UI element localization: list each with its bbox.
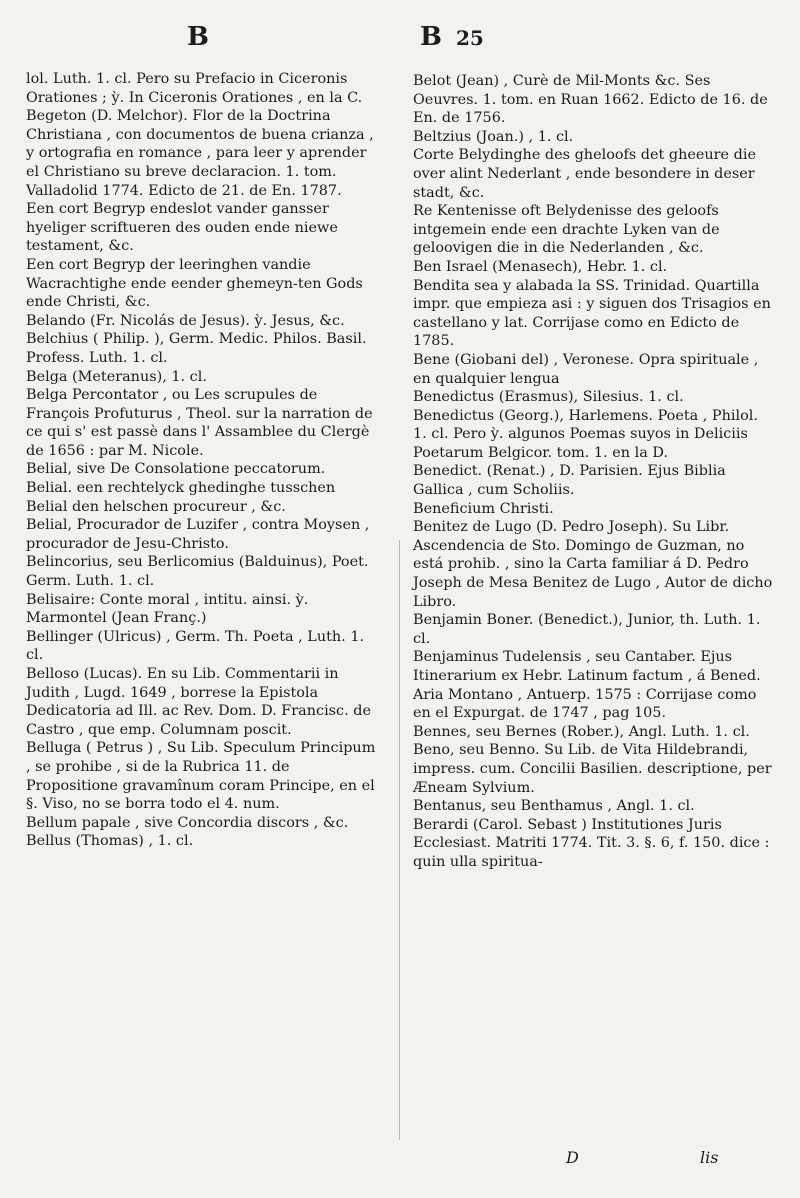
entry: Belot (Jean) , Curè de Mil-Monts &c. Ses Oeuvres. 1. tom. en Ruan 1662. Edicto de 16. de En. de 1756. <box>413 73 768 127</box>
entry: Beltzius (Joan.) , 1. cl. <box>413 128 574 145</box>
entry: Benedict. (Renat.) , D. Parisien. Ejus Biblia Gallica , cum Scholiis. <box>413 463 726 499</box>
entry: Bellinger (Ulricus) , Germ. Th. Poeta , Luth. 1. cl. <box>26 628 365 664</box>
column-divider <box>399 540 400 1140</box>
page-header <box>0 22 800 62</box>
entry: Benedictus (Georg.), Harlemens. Poeta , Philol. 1. cl. Pero ỳ. algunos Poemas suyos in Deliciis Poetarum Belgicor. tom. 1. en la D. <box>413 407 758 461</box>
entry: Bellum papale , sive Concordia discors , &c. <box>26 814 349 831</box>
entry: Bennes, seu Bernes (Rober.), Angl. Luth. 1. cl. <box>413 723 750 740</box>
entry: Benjamin Boner. (Benedict.), Junior, th. Luth. 1. cl. <box>413 612 761 647</box>
entry: Bendita sea y alabada la SS. Trinidad. Quartilla impr. que empieza asi : y siguen dos Trisagios en castellano y lat. Corrijase como en Edicto de 1785. <box>413 277 771 350</box>
entry: Bene (Giobani del) , Veronese. Opra spirituale , en qualquier lengua <box>413 351 759 387</box>
entry: Belial. een rechtelyck ghedinghe tusschen Belial den helschen procureur , &c. <box>26 480 336 515</box>
entry: Benitez de Lugo (D. Pedro Joseph). Su Libr. Ascendencia de Sto. Domingo de Guzman, no está prohib. , sino la Carta familiar á D. Pedro Joseph de Mesa Benitez de Lugo , Autor de dicho Libro. <box>413 519 773 610</box>
entry: Benjaminus Tudelensis , seu Cantaber. Ejus Itinerarium ex Hebr. Latinum factum , á Bened. Aria Montano , Antuerp. 1575 : Corrijase como en el Expurgat. de 1747 , pag 105. <box>413 649 761 722</box>
entry: Belial, Procurador de Luzifer , contra Moysen , procurador de Jesu-Christo. <box>26 517 370 552</box>
entry: Belando (Fr. Nicolás de Jesus). ỳ. Jesus, &c. <box>26 312 345 329</box>
entry: Berardi (Carol. Sebast ) Institutiones Juris Ecclesiast. Matriti 1774. Tit. 3. §. 6, f. 150. dice : quin ulla spiritua- <box>413 816 770 870</box>
entry: Belchius ( Philip. ), Germ. Medic. Philos. Basil. Profess. Luth. 1. cl. <box>26 331 367 366</box>
entry: Bellus (Thomas) , 1. cl. <box>26 833 194 850</box>
entry: lol. Luth. 1. cl. Pero su Prefacio in Ciceronis Orationes ; ỳ. In Ciceronis Orationes , en la C. <box>26 71 363 106</box>
entry: Begeton (D. Melchor). Flor de la Doctrina Christiana , con documentos de buena crianza , y ortografia en romance , para leer y aprender el Christiano su breve declaracion. 1. tom. Valladolid 1774. Edicto de 21. de En. 1787. <box>26 108 374 199</box>
entry: Beneficium Christi. <box>413 500 554 517</box>
entry: Belloso (Lucas). En su Lib. Commentarii in Judith , Lugd. 1649 , borrese la Epistola Dedicatoria ad Ill. ac Rev. Dom. D. Francisc. de Castro , que emp. Columnam poscit. <box>26 666 371 738</box>
entry: Belial, sive De Consolatione peccatorum. <box>26 461 326 478</box>
page-number: 25 <box>456 26 484 50</box>
entry: Corte Belydinghe des gheloofs det gheeure die over alint Nederlant , ende besondere in deser stadt, &c. <box>413 147 756 201</box>
entry: Bentanus, seu Benthamus , Angl. 1. cl. <box>413 798 695 815</box>
entry: Ben Israel (Menasech), Hebr. 1. cl. <box>413 258 668 275</box>
left-column <box>26 70 378 851</box>
entry: Belga Percontator , ou Les scrupules de François Profuturus , Theol. sur la narration de ce qui s' est passè dans l' Assamblee du Clergè de 1656 : par M. Nicole. <box>26 387 373 459</box>
entry: Benedictus (Erasmus), Silesius. 1. cl. <box>413 389 684 406</box>
running-head-left: B <box>187 22 209 52</box>
entry: Beno, seu Benno. Su Lib. de Vita Hildebrandi, impress. cum. Concilii Basilien. descriptione, per Æneam Sylvium. <box>413 742 772 796</box>
entry: Belincorius, seu Berlicomius (Balduinus), Poet. Germ. Luth. 1. cl. <box>26 554 369 590</box>
entry: Belisaire: Conte moral , intitu. ainsi. ỳ. Marmontel (Jean Franç.) <box>26 591 309 627</box>
entry: Een cort Begryp endeslot vander gansser hyeliger scriftueren des ouden ende niewe testament, &c. <box>26 201 338 255</box>
entry: Belga (Meteranus), 1. cl. <box>26 368 207 385</box>
entry: Belluga ( Petrus ) , Su Lib. Speculum Principum , se prohibe , si de la Rubrica 11. de Propositione gravamînum coram Principe, en el §. Viso, no se borra todo el 4. num. <box>26 740 376 813</box>
right-column <box>413 72 773 872</box>
signature-mark: D <box>566 1148 579 1167</box>
entry: Een cort Begryp der leeringhen vandie Wacrachtighe ende eender ghemeyn-ten Gods ende Christi, &c. <box>26 256 363 311</box>
entry: Re Kentenisse oft Belydenisse des geloofs intgemein ende een drachte Lyken van de geloovigen die in die Nederlanden , &c. <box>413 203 720 257</box>
catchword: lis <box>700 1148 719 1167</box>
running-head-right: B <box>420 22 442 52</box>
